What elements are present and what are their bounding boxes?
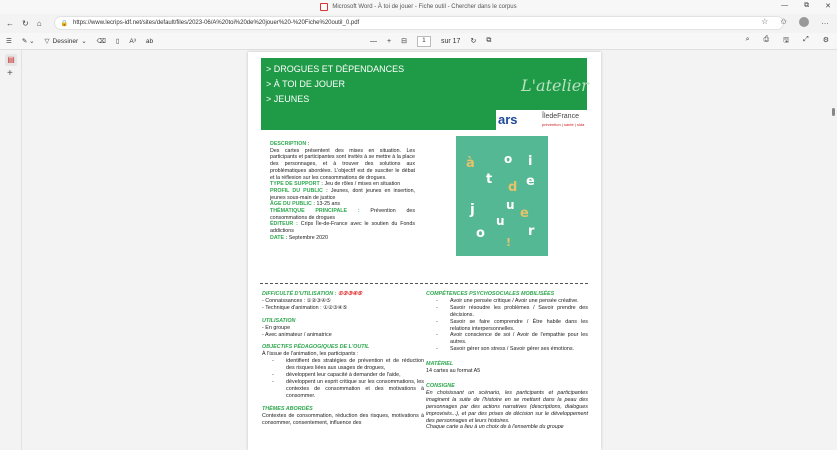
save-icon[interactable]: 🖫 <box>783 36 790 44</box>
refresh-icon[interactable]: ↻ <box>22 18 29 28</box>
sidebar <box>0 50 22 450</box>
page-view-icon[interactable]: ⧉ <box>486 37 492 44</box>
home-icon[interactable]: ⌂ <box>36 18 42 28</box>
minimize-button[interactable]: — <box>781 2 789 9</box>
print-icon[interactable]: ⎙ <box>763 35 770 43</box>
close-button[interactable]: ✕ <box>825 3 831 10</box>
list-item: - Savoir gérer son stress / Savoir gérer ses émotions. <box>426 346 588 353</box>
idf-logo: ÎledeFrance <box>542 113 579 120</box>
list-item: - identifient des stratégies de prévention et de réduction des risques liées aux usages de drogues, <box>262 358 424 372</box>
contents-icon[interactable]: ☰ <box>6 38 12 45</box>
page-total: sur 17 <box>440 37 461 45</box>
pdf-page <box>248 52 601 450</box>
erase-icon[interactable]: ⌫ <box>96 38 106 45</box>
translate-icon[interactable]: ab <box>145 37 154 45</box>
right-column: COMPÉTENCES PSYCHOSOCIALES MOBILISÉES - Avoir une pensée critique / Avoir une pensée créative. - Savoir résoudre les problèmes / Savoir prendre des décisions. - Savoir se faire comprendre / Être habile dans les relations interpersonnelles. - Avoir conscience de soi / Avoir de l'empathie pour les autres. - Savoir gérer son stress / Savoir gérer ses émotions. MATÉRIEL 14 cartes au format A5 CONSIGNE En choisissant un scénario, les participants et participantes imaginent la suite de l'histoire en se mettant dans la peau des personnages par des actions narratives (descriptions, dialogues improvisés...), et par des prises de décision sur le développement des personnages et leurs histoires. Chaque carte a lieu à un choix de à l'ensemble du groupe <box>426 288 588 431</box>
partner-logos <box>496 110 596 132</box>
back-icon[interactable]: ← <box>6 18 14 28</box>
window-title: Microsoft Word - À toi de jouer - Fiche outil - Chercher dans le corpus <box>332 4 517 10</box>
pdf-toolbar <box>0 33 837 50</box>
address-bar <box>0 14 837 32</box>
search-icon[interactable]: ⌕ <box>745 35 750 43</box>
pdf-icon <box>320 3 328 11</box>
window-titlebar <box>0 0 837 14</box>
pdf-tab-icon[interactable]: ▤ <box>5 54 17 66</box>
zoom-out-button[interactable]: — <box>370 37 377 45</box>
draw-button[interactable]: ▽ Dessiner ⌄ <box>44 37 87 45</box>
fullscreen-icon[interactable]: ⤢ <box>803 35 809 43</box>
list-item: - Savoir se faire comprendre / Être habile dans les relations interpersonnelles. <box>426 319 588 333</box>
header-line: > DROGUES ET DÉPENDANCES <box>266 64 405 74</box>
zoom-in-button[interactable]: + <box>387 37 392 45</box>
more-icon[interactable]: … <box>821 17 829 26</box>
draw-icon: ▽ <box>44 38 50 45</box>
header-line: > JEUNES <box>266 94 310 104</box>
ars-logo: ars <box>498 112 518 127</box>
read-icon[interactable]: ▯ <box>115 38 120 45</box>
text-size-button[interactable]: A³ <box>129 37 136 45</box>
document-header <box>261 58 587 130</box>
atelier-logo: L'atelier <box>521 76 589 95</box>
favorites-icon[interactable]: ✩ <box>780 17 787 26</box>
page-number-input[interactable]: 1 <box>417 36 431 47</box>
settings-icon[interactable]: ⚙ <box>822 36 829 44</box>
description-block: DESCRIPTION : Des cartes présentent des mises en situation. Les participants et participantes sont invités à se mettre à la place des personnages, et à trouver des solutions aux problématiques abordées. L'objectif est de susciter le débat et la réflexion sur les consommations de drogues. TYPE DE SUPPORT : Jeu de rôles / mises en situation PROFIL DU PUBLIC : Jeunes, dont jeunes en insertion, jeunes sous-main de justice ÂGE DU PUBLIC : 13-25 ans THÉMATIQUE PRINCIPALE : Prévention des consommations de drogues ÉDITEUR : Crips Île-de-France avec le soutien du Fonds addictions DATE : Septembre 2020 <box>270 141 415 241</box>
highlight-icon[interactable]: ✎ ⌄ <box>21 38 35 45</box>
fit-icon[interactable]: ⊟ <box>401 38 407 45</box>
rotate-icon[interactable]: ↻ <box>470 38 477 45</box>
list-item: - Avoir une pensée critique / Avoir une pensée créative. <box>426 298 588 305</box>
lock-icon: 🔒 <box>60 20 69 27</box>
favorite-icon[interactable]: ☆ <box>761 17 769 26</box>
divider <box>260 283 588 284</box>
list-item: - Avoir conscience de soi / Avoir de l'empathie pour les autres. <box>426 332 588 346</box>
header-line: > À TOI DE JOUER <box>266 79 345 89</box>
url-text: https://www.lecrips-idf.net/sites/default/files/2023-06/A%20toi%20de%20jouer%20-%20Fiche%20outil_0.pdf <box>73 20 360 26</box>
scrollbar[interactable] <box>829 50 837 450</box>
left-column: DIFFICULTÉ D'UTILISATION : ①②③④⑤ - Connaissances : ①②③④⑤ - Technique d'animation : ①②③④⑤ UTILISATION - En groupe - Avec animateur / animatrice OBJECTIFS PÉDAGOGIQUES DE L'OUTIL À l'issue de l'animation, les participants : - identifient des stratégies de prévention et de réduction des risques liées aux usages de drogues, - développent leur capacité à demander de l'aide, - développent un esprit critique sur les consommations, les contextes de consommation et des motivations à consommer. THÈMES ABORDÉS Contextes de consommation, réduction des risques, motivations à consommer, consentement, influence des <box>262 288 424 426</box>
restore-button[interactable]: ⧉ <box>804 2 810 9</box>
list-item: - Savoir résoudre les problèmes / Savoir prendre des décisions. <box>426 305 588 319</box>
list-item: - développent un esprit critique sur les consommations, les contextes de consommation et des motivations à consommer. <box>262 379 424 400</box>
game-cover-image: à o i t d e j u e o u ! r <box>456 136 548 256</box>
scrollbar-thumb[interactable] <box>832 108 835 116</box>
list-item: - développent leur capacité à demander de l'aide, <box>262 372 424 379</box>
add-icon[interactable]: + <box>7 68 13 79</box>
avatar[interactable] <box>799 17 809 27</box>
url-field[interactable] <box>54 16 784 30</box>
idf-subtitle: prévention | santé | sida <box>542 122 585 127</box>
